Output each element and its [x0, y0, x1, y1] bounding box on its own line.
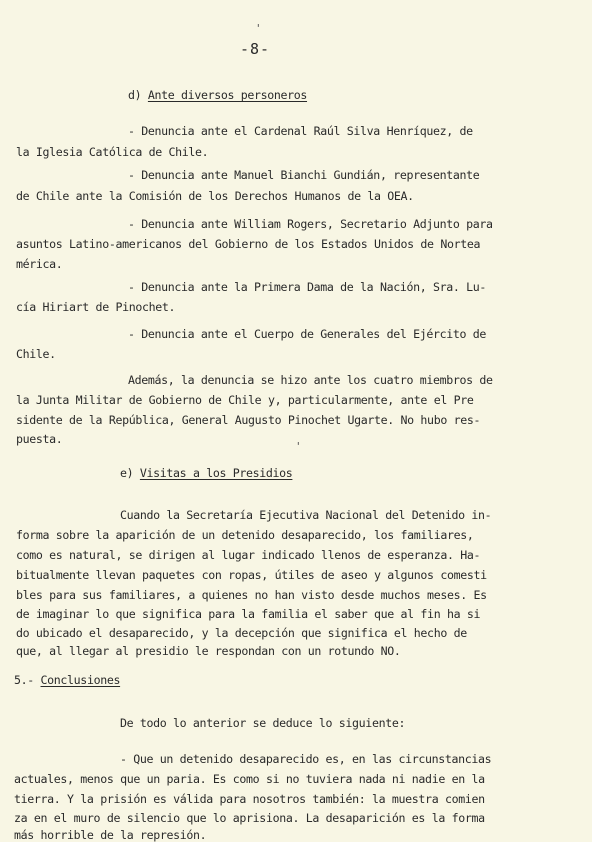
text-line: do ubicado el desaparecido, y la decepción que significa el hecho de	[16, 626, 467, 640]
section-d-title: Ante diversos personeros	[147, 88, 308, 102]
text-line: sidente de la República, General Augusto Pinochet Ugarte. No hubo res-	[16, 413, 481, 427]
section-d-heading	[128, 88, 307, 102]
section-5-heading	[14, 673, 120, 687]
text-line: puesta.	[16, 432, 63, 446]
text-line: Chile.	[16, 347, 56, 361]
text-line: asuntos Latino-americanos del Gobierno de los Estados Unidos de Nortea	[16, 237, 481, 251]
text-line: - Denuncia ante Manuel Bianchi Gundián, representante	[128, 168, 480, 182]
text-line: actuales, menos que un paria. Es como si no tuviera nada ni nadie en la	[14, 772, 485, 786]
text-line: la Iglesia Católica de Chile.	[16, 145, 209, 159]
section-d-marker: d)	[128, 88, 142, 102]
section-e-title: Visitas a los Presidios	[139, 466, 293, 480]
section-5-marker: 5.-	[14, 673, 34, 687]
text-line: la Junta Militar de Gobierno de Chile y, particularmente, ante el Pre	[16, 393, 474, 407]
text-line: que, al llegar al presidio le respondan con un rotundo NO.	[16, 644, 401, 658]
text-line: bitualmente llevan paquetes con ropas, útiles de aseo y algunos comesti	[16, 568, 487, 582]
text-line: - Denuncia ante el Cuerpo de Generales del Ejército de	[128, 327, 487, 341]
text-line: como es natural, se dirigen al lugar indicado llenos de esperanza. Ha-	[16, 548, 481, 562]
text-line: De todo lo anterior se deduce lo siguiente:	[120, 716, 406, 730]
text-line: za en el muro de silencio que lo aprisiona. La desaparición es la forma	[14, 811, 485, 825]
text-line: forma sobre la aparición de un detenido desaparecido, los familiares,	[16, 528, 474, 542]
text-line: Además, la denuncia se hizo ante los cuatro miembros de	[128, 373, 493, 387]
text-line: - Denuncia ante el Cardenal Raúl Silva Henríquez, de	[128, 124, 473, 138]
text-line: - Que un detenido desaparecido es, en las circunstancias	[120, 752, 492, 766]
page-number: -8-	[240, 40, 271, 58]
text-line: bles para sus familiares, a quienes no han visto desde muchos meses. Es	[16, 588, 487, 602]
text-line: - Denuncia ante la Primera Dama de la Nación, Sra. Lu-	[128, 280, 487, 294]
text-line: Cuando la Secretaría Ejecutiva Nacional del Detenido in-	[120, 508, 492, 522]
section-e-marker: e)	[120, 466, 134, 480]
text-line: de Chile ante la Comisión de los Derechos Humanos de la OEA.	[16, 189, 414, 203]
section-5-title: Conclusiones	[40, 673, 121, 687]
ink-mark: '	[255, 22, 262, 35]
text-line: más horrible de la represión.	[14, 828, 207, 842]
text-line: - Denuncia ante William Rogers, Secretario Adjunto para	[128, 217, 493, 231]
ink-mark: '	[295, 440, 302, 453]
text-line: cía Hiriart de Pinochet.	[16, 300, 176, 314]
text-line: de imaginar lo que significa para la familia el saber que al fin ha si	[16, 607, 481, 621]
text-line: tierra. Y la prisión es válida para nosotros también: la muestra comien	[14, 792, 485, 806]
section-e-heading	[120, 466, 292, 480]
text-line: mérica.	[16, 257, 63, 271]
